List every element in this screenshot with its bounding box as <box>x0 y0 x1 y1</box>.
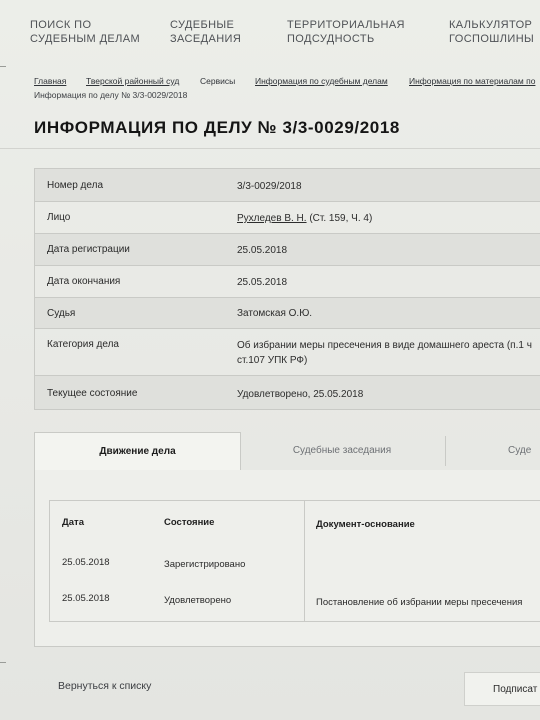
back-to-list-link[interactable]: Вернуться к списку <box>58 680 152 692</box>
events-header-date: Дата <box>62 517 84 528</box>
case-number-label: Номер дела <box>47 180 104 191</box>
judge-label: Судья <box>47 308 76 319</box>
row-end-date <box>35 266 540 298</box>
end-date-value: 25.05.2018 <box>237 277 288 288</box>
breadcrumb-court[interactable]: Тверской районный суд <box>86 76 180 86</box>
person-article: (Ст. 159, Ч. 4) <box>306 213 373 224</box>
tab-case-movement[interactable]: Движение дела <box>34 432 241 471</box>
category-line-1: Об избрании меры пресечения в виде домашнего ареста (п.1 ч <box>237 340 532 351</box>
person-link[interactable]: Рухледев В. Н. <box>237 213 307 224</box>
event-row-2-date: 25.05.2018 <box>62 593 110 604</box>
breadcrumb-current: Информация по делу № 3/3-0029/2018 <box>34 90 188 100</box>
breadcrumb <box>34 76 540 106</box>
event-row-1-date: 25.05.2018 <box>62 557 110 568</box>
end-date-label: Дата окончания <box>47 276 121 287</box>
row-category <box>35 329 540 376</box>
column-divider <box>304 501 305 621</box>
category-line-2: ст.107 УПК РФ) <box>237 355 308 366</box>
event-row-1-state: Зарегистрировано <box>164 559 246 570</box>
nav-court-sessions[interactable]: СУДЕБНЫЕ ЗАСЕДАНИЯ <box>170 19 242 45</box>
events-header-state: Состояние <box>164 517 215 528</box>
nav-territorial-jurisdiction[interactable]: ТЕРРИТОРИАЛЬНАЯ ПОДСУДНОСТЬ <box>287 19 405 45</box>
tab-separator <box>445 436 446 466</box>
person-value <box>237 211 372 226</box>
row-status <box>35 376 540 410</box>
nav-fee-calculator[interactable]: КАЛЬКУЛЯТОР ГОСПОШЛИНЫ <box>449 19 535 45</box>
page-title: ИНФОРМАЦИЯ ПО ДЕЛУ № 3/3-0029/2018 <box>34 118 400 137</box>
top-navigation <box>0 14 540 54</box>
events-header-document: Документ-основание <box>316 519 415 530</box>
breadcrumb-case-info[interactable]: Информация по судебным делам <box>255 76 388 86</box>
nav-case-search[interactable]: ПОИСК ПО СУДЕБНЫМ ДЕЛАМ <box>30 19 141 45</box>
event-row-2-state: Удовлетворено <box>164 595 232 606</box>
row-judge <box>35 298 540 329</box>
row-case-number <box>35 169 540 202</box>
tab-panel-case-movement <box>34 470 540 647</box>
case-number-value: 3/3-0029/2018 <box>237 181 302 192</box>
judge-value: Затомская О.Ю. <box>237 308 313 319</box>
breadcrumb-materials-info[interactable]: Информация по материалам по <box>409 76 536 86</box>
tab-bar <box>34 432 540 471</box>
divider <box>0 148 540 149</box>
breadcrumb-services[interactable]: Сервисы <box>200 76 236 86</box>
events-table <box>49 500 540 622</box>
tab-court-sessions[interactable]: Судебные заседания <box>292 445 392 456</box>
person-label: Лицо <box>47 212 71 223</box>
category-label: Категория дела <box>47 339 119 350</box>
case-info-table <box>34 168 540 410</box>
registration-date-label: Дата регистрации <box>47 244 130 255</box>
tab-court-partial[interactable]: Суде <box>508 445 532 456</box>
status-value: Удовлетворено, 25.05.2018 <box>237 389 364 400</box>
subscribe-button[interactable]: Подписат <box>464 672 540 706</box>
edge-mark <box>0 662 6 663</box>
case-tabs <box>34 432 540 646</box>
registration-date-value: 25.05.2018 <box>237 245 288 256</box>
event-row-2-document: Постановление об избрании меры пресечения <box>316 597 523 608</box>
edge-mark <box>0 66 6 67</box>
row-registration-date <box>35 234 540 266</box>
status-label: Текущее состояние <box>47 388 138 399</box>
row-person <box>35 202 540 234</box>
breadcrumb-home[interactable]: Главная <box>34 76 67 86</box>
